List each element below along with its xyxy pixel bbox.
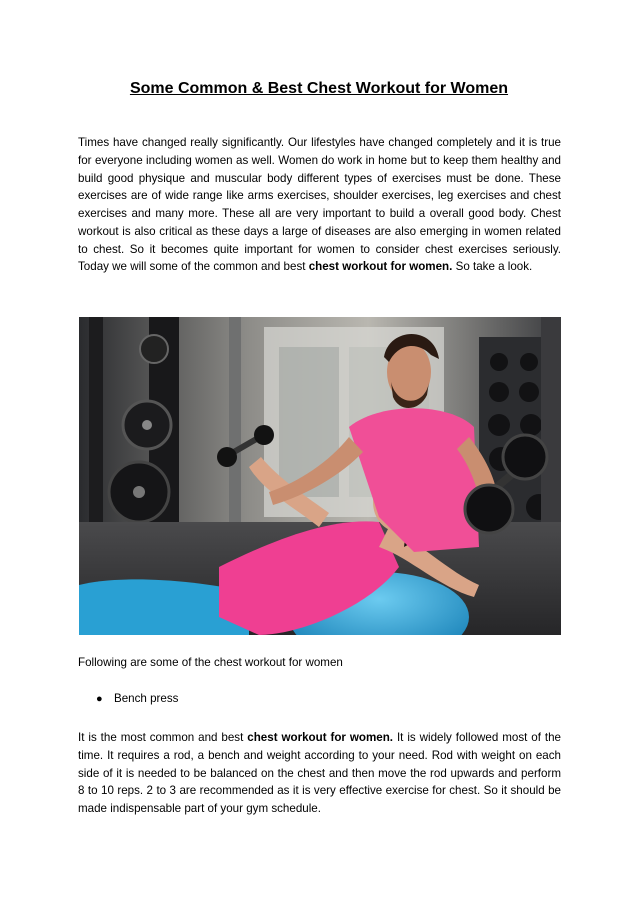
document-title: Some Common & Best Chest Workout for Women bbox=[129, 80, 509, 97]
bench-text-1: It is the most common and best bbox=[78, 731, 248, 744]
gym-workout-photo bbox=[79, 317, 561, 635]
bullet-label-bench-press: Bench press bbox=[114, 692, 179, 705]
intro-paragraph bbox=[78, 134, 561, 276]
intro-text-2: So take a look. bbox=[452, 260, 533, 274]
bench-bold-keyword: chest workout for women. bbox=[247, 731, 394, 744]
intro-bold-keyword: chest workout for women. bbox=[308, 260, 453, 274]
list-intro: Following are some of the chest workout for women bbox=[78, 656, 343, 669]
bench-text-2: It is widely followed most of the time. It requires a rod, a bench and weight according to your need. Rod with weight on each side of it is needed to be balanced on the chest and then move the rod upwards and perform 8 to 10 reps. 2 to 3 are recommended as it is very effective exercise for chest. So it should be made indispensable part of your gym schedule. bbox=[78, 731, 561, 815]
bench-press-paragraph bbox=[78, 729, 561, 818]
intro-text-1: Times have changed really significantly. Our lifestyles have changed completely and it is true for everyone including women as well. Women do work in home but to keep them healthy and build good physique and muscular body different types of exercises must be done. These exercises are of wide range like arms exercises, shoulder exercises, leg exercises and chest exercises and many more. These all are very important to build a overall good body. Chest workout is also critical as these days a large of diseases are also emerging in women related to chest. So it becomes quite important for women to consider chest exercises seriously. Today we will some of the common and best bbox=[78, 136, 561, 274]
bullet-marker: ● bbox=[96, 692, 103, 705]
list-item bbox=[96, 692, 178, 705]
